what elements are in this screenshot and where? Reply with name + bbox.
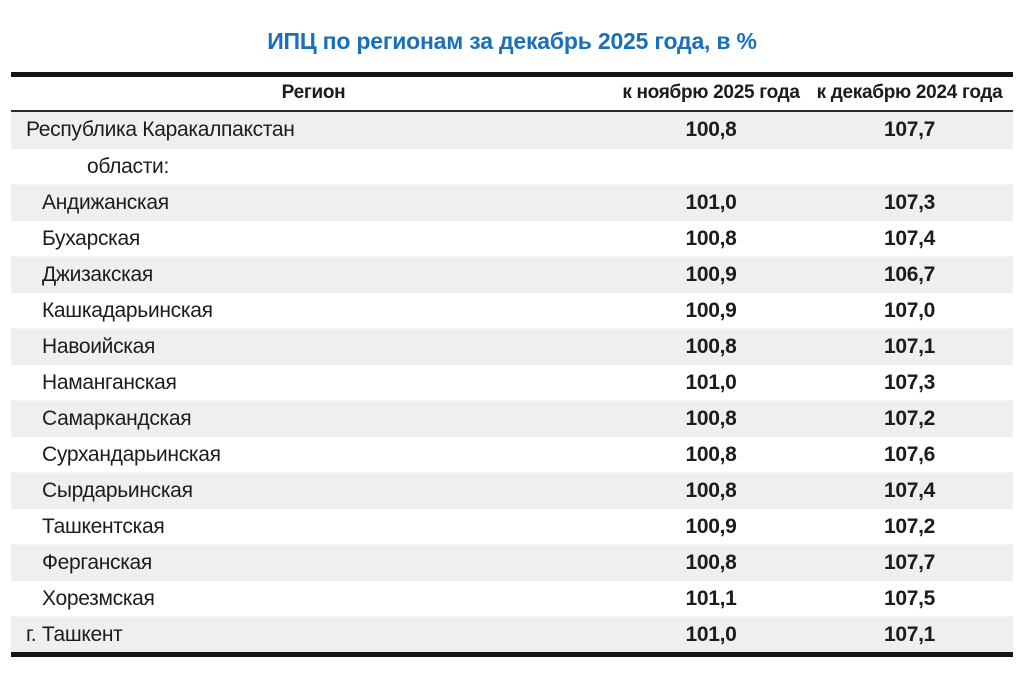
- table-row: [11, 616, 1013, 652]
- to-nov-2025-cell: 100,8: [616, 544, 806, 580]
- region-cell: Сырдарьинская: [11, 472, 616, 508]
- to-nov-2025-cell: 101,0: [616, 364, 806, 400]
- column-header-to-dec-2024: к декабрю 2024 года: [806, 77, 1013, 112]
- to-dec-2024-cell: 107,0: [806, 292, 1013, 328]
- to-dec-2024-cell: 107,3: [806, 184, 1013, 220]
- to-dec-2024-cell: 107,1: [806, 616, 1013, 652]
- to-nov-2025-cell: 101,0: [616, 184, 806, 220]
- region-cell: Джизакская: [11, 256, 616, 292]
- region-cell: Самаркандская: [11, 400, 616, 436]
- table-row: [11, 400, 1013, 436]
- to-dec-2024-cell: 107,6: [806, 436, 1013, 472]
- region-cell: области:: [11, 148, 616, 184]
- region-cell: Наманганская: [11, 364, 616, 400]
- to-dec-2024-cell: 107,4: [806, 472, 1013, 508]
- table-row: [11, 328, 1013, 364]
- table-body: [11, 112, 1013, 652]
- region-cell: Андижанская: [11, 184, 616, 220]
- table-header: [11, 77, 1013, 112]
- to-dec-2024-cell: [806, 148, 1013, 184]
- to-dec-2024-cell: 107,2: [806, 508, 1013, 544]
- region-cell: Сурхандарьинская: [11, 436, 616, 472]
- region-cell: Хорезмская: [11, 580, 616, 616]
- region-cell: Кашкадарьинская: [11, 292, 616, 328]
- to-nov-2025-cell: [616, 148, 806, 184]
- region-cell: Ферганская: [11, 544, 616, 580]
- to-nov-2025-cell: 101,1: [616, 580, 806, 616]
- region-cell: г. Ташкент: [11, 616, 616, 652]
- to-dec-2024-cell: 107,2: [806, 400, 1013, 436]
- table-row: [11, 364, 1013, 400]
- header-row: [11, 77, 1013, 112]
- to-nov-2025-cell: 100,9: [616, 292, 806, 328]
- to-nov-2025-cell: 100,8: [616, 472, 806, 508]
- to-dec-2024-cell: 107,7: [806, 544, 1013, 580]
- to-nov-2025-cell: 100,8: [616, 220, 806, 256]
- to-dec-2024-cell: 107,5: [806, 580, 1013, 616]
- to-nov-2025-cell: 100,8: [616, 328, 806, 364]
- table-row: [11, 148, 1013, 184]
- cpi-table: [11, 72, 1013, 657]
- to-dec-2024-cell: 106,7: [806, 256, 1013, 292]
- table-row: [11, 220, 1013, 256]
- column-header-to-nov-2025: к ноябрю 2025 года: [616, 77, 806, 112]
- table-row: [11, 436, 1013, 472]
- table-row: [11, 112, 1013, 148]
- region-cell: Ташкентская: [11, 508, 616, 544]
- to-dec-2024-cell: 107,3: [806, 364, 1013, 400]
- to-dec-2024-cell: 107,7: [806, 112, 1013, 148]
- region-cell: Навоийская: [11, 328, 616, 364]
- table-row: [11, 580, 1013, 616]
- to-nov-2025-cell: 100,9: [616, 508, 806, 544]
- to-nov-2025-cell: 100,8: [616, 400, 806, 436]
- region-cell: Бухарская: [11, 220, 616, 256]
- table-row: [11, 184, 1013, 220]
- table-row: [11, 256, 1013, 292]
- to-nov-2025-cell: 100,9: [616, 256, 806, 292]
- to-dec-2024-cell: 107,1: [806, 328, 1013, 364]
- table-row: [11, 544, 1013, 580]
- table-row: [11, 508, 1013, 544]
- table-row: [11, 292, 1013, 328]
- region-cell: Республика Каракалпакстан: [11, 112, 616, 148]
- to-nov-2025-cell: 101,0: [616, 616, 806, 652]
- to-nov-2025-cell: 100,8: [616, 112, 806, 148]
- page-title: ИПЦ по регионам за декабрь 2025 года, в %: [267, 28, 757, 54]
- table-row: [11, 472, 1013, 508]
- to-dec-2024-cell: 107,4: [806, 220, 1013, 256]
- column-header-region: Регион: [11, 77, 616, 112]
- to-nov-2025-cell: 100,8: [616, 436, 806, 472]
